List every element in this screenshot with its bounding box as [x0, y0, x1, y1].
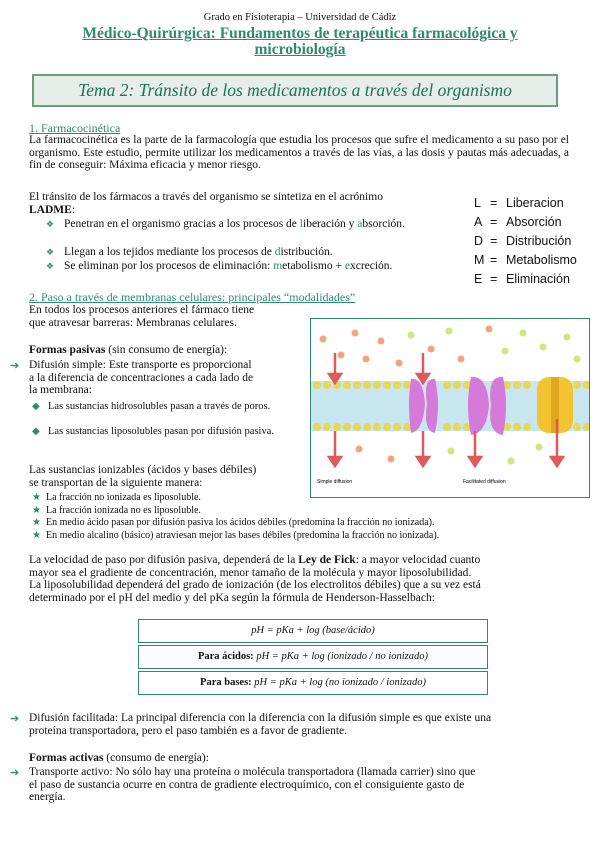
- ley-de-fick: Ley de Fick: [298, 554, 356, 566]
- section-1-heading: 1. Farmacocinética: [29, 121, 121, 135]
- document-title: [40, 26, 560, 58]
- fick-text: La velocidad de paso por difusión pasiva, dependerá de la: [29, 554, 299, 566]
- bullet-text: Se eliminan por los procesos de eliminación:: [64, 260, 274, 272]
- activo-line: Transporte activo: No sólo hay una proteína o molécula transportadora (llamada carrier) sino que: [29, 766, 476, 778]
- fig-label-right: Facilitated diffusion: [463, 479, 506, 485]
- ladme-word: Absorción: [506, 215, 562, 229]
- ladme-eq: =: [490, 234, 498, 248]
- bullet-text: Penetran en el organismo gracias a los procesos de: [64, 218, 300, 230]
- ladme-letter: E: [474, 272, 483, 286]
- tema-banner: Tema 2: Tránsito de los medicamentos a través del organismo: [32, 74, 558, 107]
- membrane-diagram: [311, 319, 589, 497]
- facilitada-line: proteína transportadora, pero el paso también es a favor de gradiente.: [29, 724, 348, 737]
- difusion-line: a la diferencia de concentraciones a cada lado de: [29, 371, 254, 384]
- fig-label-left: Simple diffusion: [317, 479, 353, 485]
- highlight-letter: m: [273, 260, 283, 272]
- facilitada-line: Difusión facilitada: La principal diferencia con la diferencia con la difusión simple es que existe una: [29, 712, 492, 724]
- fick-text: : a mayor velocidad cuanto: [355, 554, 481, 566]
- ladme-word: Metabolismo: [506, 253, 577, 267]
- diamond-bullet-icon: ❖: [46, 261, 55, 271]
- difusion-line: Difusión simple: Este transporte es proporcional: [29, 359, 252, 371]
- formula-general: [138, 619, 488, 643]
- formas-activas: [29, 752, 209, 765]
- diamond-solid-icon: ◆: [32, 426, 40, 437]
- ladme-eq: =: [490, 196, 498, 210]
- diamond-solid-icon: ◆: [32, 401, 40, 412]
- intro-line: En todos los procesos anteriores el fármaco tiene: [29, 304, 255, 316]
- formula-text: pH = pKa + log (base/ácido): [251, 625, 375, 636]
- bullet-text: bsorción.: [362, 218, 405, 230]
- course-header: Grado en Fisioterapia – Universidad de Cádiz: [203, 12, 397, 23]
- bullet-text: Llegan a los tejidos mediante los procesos de: [64, 246, 275, 258]
- diamond-bullet-icon: ❖: [46, 219, 55, 229]
- ladme-eq: =: [490, 215, 498, 229]
- diamond-bullet-icon: ❖: [46, 247, 55, 257]
- carrier-protein: [537, 377, 573, 433]
- ladme-word: Distribución: [506, 234, 572, 248]
- activo-line: energía.: [29, 791, 66, 803]
- bullet-text: istribución.: [280, 246, 333, 258]
- membrane-intro: [29, 304, 309, 329]
- ionizables: [29, 464, 309, 489]
- subbullet-text: Las sustancias hidrosolubles pasan a través de poros.: [48, 401, 271, 412]
- ladme-eq: =: [490, 253, 498, 267]
- formula-label: Para bases:: [200, 677, 255, 688]
- star-icon: ★: [32, 504, 41, 516]
- star-text: En medio alcalino (básico) atraviesan mejor las bases débiles (predomina la fracción no ionizada).: [45, 529, 440, 541]
- fick-line-4: determinado por el pH del medio y del pKa según la fórmula de Henderson-Hasselbach:: [29, 591, 435, 604]
- ladme-row: [474, 270, 584, 289]
- fick-line-2: mayor sea el gradiente de concentración, menor tamaño de la molécula y mayor liposolubilidad.: [29, 566, 472, 579]
- ionization-stars: [32, 492, 572, 542]
- ionizables-line: se transportan de la siguiente manera:: [29, 476, 203, 489]
- difusion-subbullet-2: [32, 426, 300, 439]
- ladme-letter: A: [474, 215, 483, 229]
- membrane-figure: [310, 318, 590, 498]
- bullet-text: iberación y: [303, 218, 355, 230]
- highlight-letter: a: [357, 218, 363, 230]
- formas-activas-rest: (consumo de energía):: [103, 752, 209, 764]
- ladme-eq: =: [490, 272, 498, 286]
- ladme-row: [474, 232, 584, 251]
- difusion-simple: [29, 359, 304, 397]
- ladme-word: Liberacion: [506, 196, 564, 210]
- ladme-word: Eliminación: [506, 272, 570, 286]
- star-icon: ★: [32, 529, 41, 541]
- ladme-letter: D: [474, 234, 484, 248]
- difusion-subbullet-1: [32, 401, 300, 414]
- ladme-letter: L: [474, 196, 481, 210]
- molecule-dots-top: [320, 326, 581, 367]
- star-item: [32, 517, 572, 530]
- formas-pasivas: [29, 344, 227, 357]
- ladme-row: [474, 213, 584, 232]
- section-2-heading: 2. Paso a través de membranas celulares: principales “modalidades”: [29, 290, 356, 304]
- formula-bases: [138, 671, 488, 695]
- formula-acids: [138, 645, 488, 669]
- activo-line: el paso de sustancia ocurre en contra de gradiente electroquímico, con el consiguiente gasto de: [29, 778, 465, 791]
- ladme-legend: [474, 194, 584, 289]
- ladme-row: [474, 194, 584, 213]
- star-item: [32, 505, 572, 518]
- ladme-colon: :: [71, 203, 76, 216]
- farmacocinetica-paragraph: La farmacocinética es la parte de la farmacología que estudia los procesos que sufre el medicamento a su paso por el organismo. Este estudio, permite utilizar los medicamentos a través de las vías, a las dosis y pautas más adecuadas, a fin de conseguir: Máxima eficacia y menor riesgo.: [29, 134, 569, 171]
- difusion-facilitada: [29, 712, 577, 737]
- ladme-letter: M: [474, 253, 485, 267]
- star-icon: ★: [32, 492, 41, 503]
- ionizables-line: Las sustancias ionizables (ácidos y bases débiles): [29, 464, 257, 476]
- fick-paragraph: [29, 554, 574, 604]
- ladme-bullet-1: [46, 218, 460, 231]
- title-line-2: microbiología: [254, 41, 346, 58]
- fick-line-1: [29, 554, 574, 567]
- intro-line: que atravesar barreras: Membranas celulares.: [29, 316, 237, 329]
- star-item: [32, 530, 572, 543]
- ladme-acronym: LADME: [29, 203, 72, 216]
- subbullet-text: Las sustancias liposolubles pasan por difusión pasiva.: [48, 426, 275, 437]
- transporte-activo: [29, 766, 577, 804]
- ladme-row: [474, 251, 584, 270]
- ladme-bullet-2: [46, 246, 460, 259]
- highlight-letter: d: [274, 246, 281, 258]
- arrow-bullet-icon: ➔: [10, 713, 20, 725]
- title-line-1: Médico-Quirúrgica: Fundamentos de terapéutica farmacológica y: [82, 25, 518, 42]
- ladme-intro-text: El tránsito de los fármacos a través del organismo se sintetiza en el acrónimo: [29, 191, 383, 203]
- star-text: La fracción no ionizada es liposoluble.: [45, 492, 201, 503]
- ladme-intro: [29, 191, 459, 216]
- formula-text: pH = pKa + log (ionizado / no ionizado): [256, 651, 428, 662]
- formas-pasivas-label: Formas pasivas: [29, 344, 106, 356]
- highlight-letter: e: [344, 260, 350, 272]
- star-text: La fracción ionizada no es liposoluble.: [45, 504, 201, 516]
- fick-line-3: La liposolubilidad dependerá del grado de ionización (de los electrolitos débiles) que a su vez está: [29, 579, 481, 591]
- bullet-text: xcreción.: [349, 260, 393, 272]
- molecule-dots-bottom: [356, 444, 543, 465]
- formas-pasivas-rest: (sin consumo de energía):: [105, 344, 228, 356]
- formas-activas-label: Formas activas: [29, 752, 104, 764]
- formula-text: pH = pKa + log (no ionizado / ionizado): [254, 677, 426, 688]
- difusion-line: la membrana:: [29, 384, 92, 396]
- highlight-letter: l: [299, 218, 303, 230]
- star-icon: ★: [32, 517, 41, 528]
- ladme-bullet-3: [46, 260, 460, 273]
- bullet-text: etabolismo +: [282, 260, 345, 272]
- arrow-bullet-icon: ➔: [10, 767, 20, 779]
- star-text: En medio ácido pasan por difusión pasiva los ácidos débiles (predomina la fracción no ionizada).: [45, 517, 435, 528]
- arrow-bullet-icon: ➔: [10, 360, 20, 372]
- formula-label: Para ácidos:: [197, 651, 257, 662]
